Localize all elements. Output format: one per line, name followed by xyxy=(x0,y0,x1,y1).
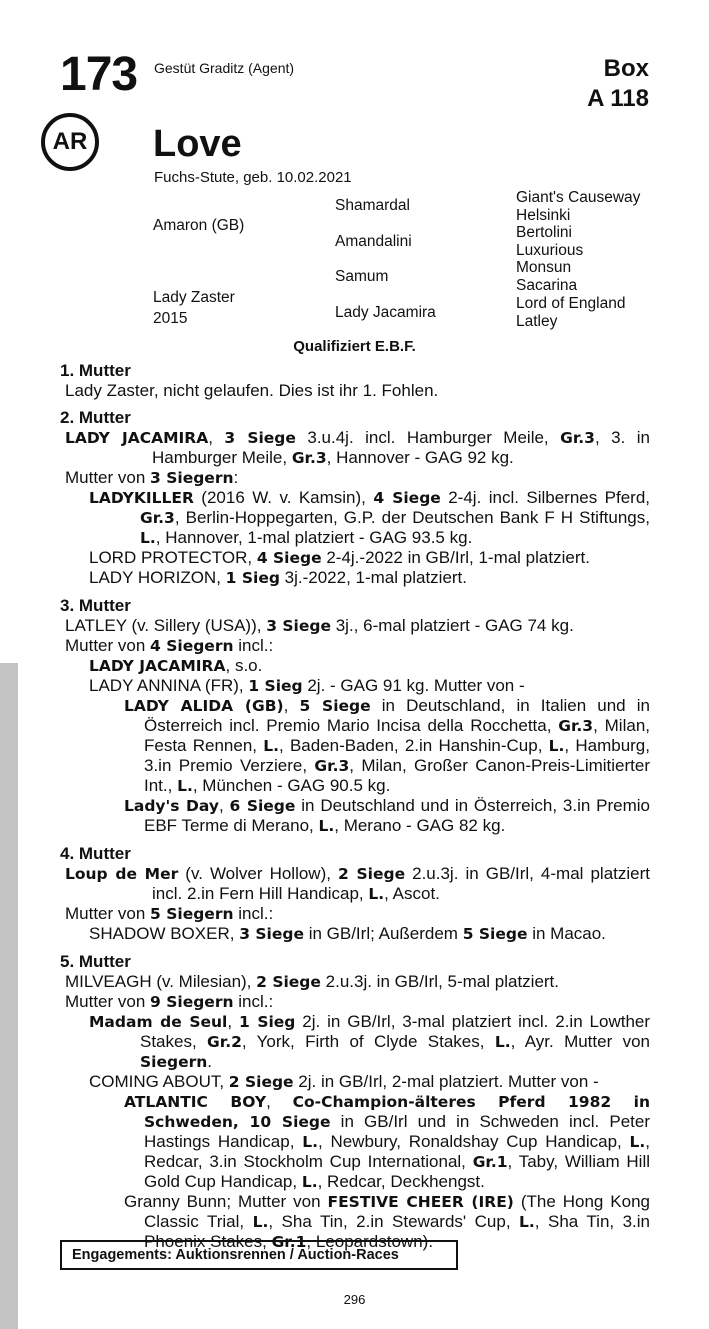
offspring-lady-annina: LADY ANNINA (FR), 1 Sieg 2j. - GAG 91 kg. Mutter von - xyxy=(89,676,525,695)
entry-2-mutter: LADY JACAMIRA, 3 Siege 3.u.4j. incl. Hamburger Meile, Gr.3, 3. in Hamburger Meile, Gr.3, Hannover - GAG 92 kg. xyxy=(65,428,650,467)
entry-3-mutter: LATLEY (v. Sillery (USA)), 3 Siege 3j., 6-mal platziert - GAG 74 kg. xyxy=(65,616,574,635)
pedigree-gen3-6: Sacarina xyxy=(516,277,578,294)
pedigree-sire: Amaron (GB) xyxy=(153,217,245,234)
dam-line xyxy=(60,361,650,1260)
lot-number: 173 xyxy=(60,48,138,101)
box-label xyxy=(587,54,649,114)
offspring-madam-de-seul: Madam de Seul, 1 Sieg 2j. in GB/Irl, 3-mal platziert incl. 2.in Lowther Stakes, Gr.2, York, Firth of Clyde Stakes, L., Ayr. Mutter von Siegern. xyxy=(89,1012,651,1071)
offspring-lady-horizon: LADY HORIZON, 1 Sieg 3j.-2022, 1-mal platziert. xyxy=(89,568,468,587)
pedigree-gen3-5: Monsun xyxy=(516,259,572,276)
heading-1-mutter: 1. Mutter xyxy=(60,361,131,380)
pedigree-gen3-8: Latley xyxy=(516,313,558,330)
grand-offspring-ladys-day: Lady's Day, 6 Siege in Deutschland und in Österreich, 3.in Premio EBF Terme di Merano, L., Merano - GAG 82 kg. xyxy=(124,796,650,835)
section-4-mutter xyxy=(60,844,650,944)
offspring-coming-about: COMING ABOUT, 2 Siege 2j. in GB/Irl, 2-mal platziert. Mutter von - xyxy=(89,1072,599,1091)
box-label-line1: Box xyxy=(603,55,649,82)
pedigree-gen3-3: Bertolini xyxy=(516,224,572,241)
pedigree-sire-dam: Amandalini xyxy=(335,233,412,250)
entry-4-mutter: Loup de Mer (v. Wolver Hollow), 2 Siege 2.u.3j. in GB/Irl, 4-mal platziert incl. 2.in Fern Hill Handicap, L., Ascot. xyxy=(65,864,650,903)
pedigree-gen3-1: Giant's Causeway xyxy=(516,189,641,206)
mother-of-3-mutter: Mutter von 4 Siegern incl.: xyxy=(65,636,274,655)
offspring-ladykiller: LADYKILLER (2016 W. v. Kamsin), 4 Siege 2-4j. incl. Silbernes Pferd, Gr.3, Berlin-Hoppegarten, G.P. der Deutschen Bank F H Stiftungs, L., Hannover, 1-mal platziert - GAG 93.5 kg. xyxy=(89,488,651,547)
pedigree-dam-sire: Samum xyxy=(335,268,389,285)
qualified-note: Qualifiziert E.B.F. xyxy=(293,338,416,355)
consignor: Gestüt Graditz (Agent) xyxy=(154,60,295,76)
horse-description: Fuchs-Stute, geb. 10.02.2021 xyxy=(154,169,352,186)
offspring-lord-protector: LORD PROTECTOR, 4 Siege 2-4j.-2022 in GB/Irl, 1-mal platziert. xyxy=(89,548,590,567)
pedigree-gen3-2: Helsinki xyxy=(516,207,571,224)
section-3-mutter xyxy=(60,596,650,836)
section-5-mutter xyxy=(60,952,650,1252)
ar-badge: AR xyxy=(41,113,99,171)
heading-2-mutter: 2. Mutter xyxy=(60,408,131,427)
mother-of-2-mutter: Mutter von 3 Siegern: xyxy=(65,468,239,487)
sidebar-strip xyxy=(0,663,18,1329)
grand-offspring-atlantic-boy: ATLANTIC BOY, Co-Champion-älteres Pferd 1982 in Schweden, 10 Siege in GB/Irl und in Schweden incl. Peter Hastings Handicap, L., Newbury, Ronaldshay Cup Handicap, L., Redcar, 3.in Stockholm Cup International, Gr.1, Taby, William Hill Gold Cup Handicap, L., Redcar, Deckhengst. xyxy=(124,1092,650,1191)
box-label-line2: A 118 xyxy=(587,85,649,112)
heading-5-mutter: 5. Mutter xyxy=(60,952,131,971)
pedigree-gen3-7: Lord of England xyxy=(516,295,626,312)
entry-1-mutter: Lady Zaster, nicht gelaufen. Dies ist ihr 1. Fohlen. xyxy=(65,381,439,400)
page-number: 296 xyxy=(343,1292,366,1307)
pedigree-dam-year: 2015 xyxy=(153,310,188,327)
pedigree-dam-dam: Lady Jacamira xyxy=(335,304,436,321)
pedigree-sire-sire: Shamardal xyxy=(335,197,410,214)
grand-offspring-lady-alida: LADY ALIDA (GB), 5 Siege in Deutschland, in Italien und in Österreich incl. Premio Mario Incisa della Rocchetta, Gr.3, Milan, Festa Rennen, L., Baden-Baden, 2.in Hanshin-Cup, L., Hamburg, 3.in Premio Verziere, Gr.3, Milan, Großer Canon-Preis-Limitierter Int., L., München - GAG 90.5 kg. xyxy=(124,696,650,795)
entry-5-mutter: MILVEAGH (v. Milesian), 2 Siege 2.u.3j. in GB/Irl, 5-mal platziert. xyxy=(65,972,560,991)
pedigree-dam: Lady Zaster xyxy=(153,289,235,306)
mother-of-5-mutter: Mutter von 9 Siegern incl.: xyxy=(65,992,274,1011)
mother-of-4-mutter: Mutter von 5 Siegern incl.: xyxy=(65,904,274,923)
heading-3-mutter: 3. Mutter xyxy=(60,596,131,615)
offspring-shadow-boxer: SHADOW BOXER, 3 Siege in GB/Irl; Außerdem 5 Siege in Macao. xyxy=(89,924,606,943)
grand-offspring-granny-bunn: Granny Bunn; Mutter von FESTIVE CHEER (IRE) (The Hong Kong Classic Trial, L., Sha Tin, 2.in Stewards' Cup, L., Sha Tin, 3.in Phoenix Stakes, Gr.1, Leopardstown). xyxy=(124,1192,651,1251)
pedigree-gen3-4: Luxurious xyxy=(516,242,584,259)
section-1-mutter xyxy=(60,361,650,400)
section-2-mutter xyxy=(60,408,650,588)
horse-name: Love xyxy=(153,123,242,165)
engagements-box: Engagements: Auktionsrennen / Auction-Races xyxy=(60,1240,458,1270)
heading-4-mutter: 4. Mutter xyxy=(60,844,131,863)
offspring-lady-jacamira: LADY JACAMIRA, s.o. xyxy=(89,656,263,675)
